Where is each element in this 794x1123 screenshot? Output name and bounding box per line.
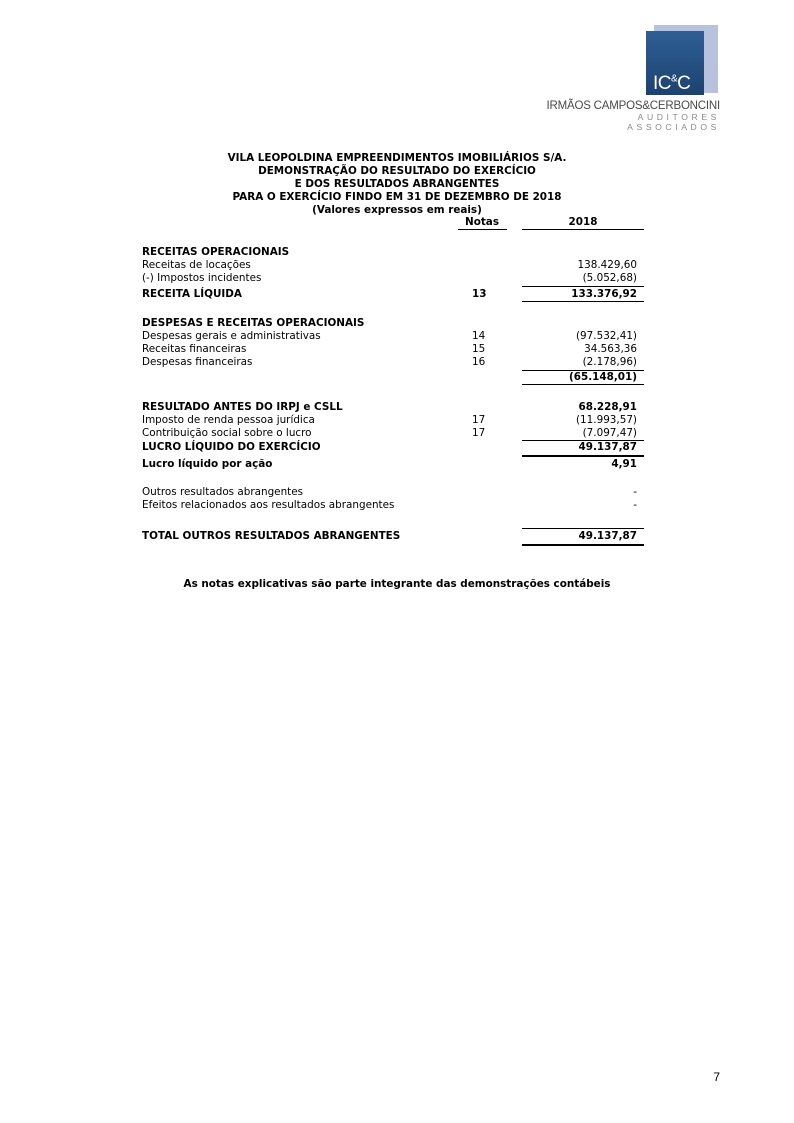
statement-period: PARA O EXERCÍCIO FINDO EM 31 DE DEZEMBRO DE 2018 xyxy=(232,191,562,203)
company-name: VILA LEOPOLDINA EMPREENDIMENTOS IMOBILIÁRIOS S/A. xyxy=(227,152,567,164)
row-value: - xyxy=(633,486,637,498)
statement-row xyxy=(142,246,642,259)
notes-header-rule xyxy=(458,229,507,230)
row-note: 15 xyxy=(472,343,486,355)
footnote: As notas explicativas são parte integrante das demonstrações contábeis xyxy=(183,578,611,590)
statement-row xyxy=(142,441,642,454)
firm-name: IRMÃOS CAMPOS&CERBONCINI xyxy=(546,100,720,112)
row-label: RECEITA LÍQUIDA xyxy=(142,288,242,300)
statement-row xyxy=(142,486,642,499)
row-note: 13 xyxy=(472,288,487,300)
row-value: 68.228,91 xyxy=(578,401,637,413)
row-note: 14 xyxy=(472,330,486,342)
statement-title: DEMONSTRAÇÃO DO RESULTADO DO EXERCÍCIO xyxy=(258,165,536,177)
row-label: Receitas de locações xyxy=(142,259,251,271)
statement-row xyxy=(142,427,642,440)
row-label: LUCRO LÍQUIDO DO EXERCÍCIO xyxy=(142,441,321,453)
row-label: Imposto de renda pessoa jurídica xyxy=(142,414,315,426)
currency-note: (Valores expressos em reais) xyxy=(312,204,482,216)
statement-row xyxy=(142,259,642,272)
statement-row xyxy=(142,414,642,427)
row-value: 34.563,36 xyxy=(584,343,637,355)
row-value: (7.097,47) xyxy=(582,427,637,439)
firm-subtitle: AUDITORES ASSOCIADOS xyxy=(627,112,720,132)
statement-title-2: E DOS RESULTADOS ABRANGENTES xyxy=(294,178,500,190)
statement-row xyxy=(142,371,642,384)
row-label: Despesas financeiras xyxy=(142,356,253,368)
row-value: 133.376,92 xyxy=(571,288,637,300)
row-label: RECEITAS OPERACIONAIS xyxy=(142,246,290,258)
statement-row xyxy=(142,499,642,512)
statement-row xyxy=(142,343,642,356)
row-label: Receitas financeiras xyxy=(142,343,247,355)
year-column-header: 2018 xyxy=(568,216,598,228)
grand-total-rule xyxy=(522,544,644,546)
row-label: Contribuição social sobre o lucro xyxy=(142,427,312,439)
row-label: Lucro líquido por ação xyxy=(142,458,273,470)
row-note: 17 xyxy=(472,414,486,426)
page-number: 7 xyxy=(713,1070,720,1084)
statement-row xyxy=(142,288,642,301)
row-note: 17 xyxy=(472,427,486,439)
logo-mark: IC&C xyxy=(653,73,691,94)
row-label: DESPESAS E RECEITAS OPERACIONAIS xyxy=(142,317,365,329)
statement-row xyxy=(142,458,642,471)
row-note: 16 xyxy=(472,356,486,368)
year-header-rule xyxy=(522,229,644,230)
statement-row xyxy=(142,530,642,543)
row-value: (65.148,01) xyxy=(568,371,637,383)
total-rule xyxy=(522,384,644,385)
row-value: 49.137,87 xyxy=(578,441,637,453)
row-value: (11.993,57) xyxy=(576,414,637,426)
notes-column-header: Notas xyxy=(465,216,499,228)
statement-row xyxy=(142,330,642,343)
row-label: Efeitos relacionados aos resultados abrangentes xyxy=(142,499,395,511)
row-value: - xyxy=(633,499,637,511)
statement-row xyxy=(142,317,642,330)
subtotal-rule xyxy=(522,528,644,529)
row-label: (-) Impostos incidentes xyxy=(142,272,262,284)
row-value: 4,91 xyxy=(611,458,637,470)
total-rule xyxy=(522,301,644,302)
row-value: 49.137,87 xyxy=(578,530,637,542)
row-label: Despesas gerais e administrativas xyxy=(142,330,321,342)
statement-row xyxy=(142,356,642,369)
row-value: (5.052,68) xyxy=(582,272,637,284)
firm-logo xyxy=(646,25,720,99)
row-value: (2.178,96) xyxy=(582,356,637,368)
row-label: TOTAL OUTROS RESULTADOS ABRANGENTES xyxy=(142,530,401,542)
row-label: Outros resultados abrangentes xyxy=(142,486,304,498)
statement-row xyxy=(142,401,642,414)
row-value: 138.429,60 xyxy=(577,259,637,271)
statement-row xyxy=(142,272,642,285)
row-label: RESULTADO ANTES DO IRPJ e CSLL xyxy=(142,401,343,413)
subtotal-rule xyxy=(522,286,644,287)
net-income-rule xyxy=(522,455,644,457)
row-value: (97.532,41) xyxy=(576,330,637,342)
